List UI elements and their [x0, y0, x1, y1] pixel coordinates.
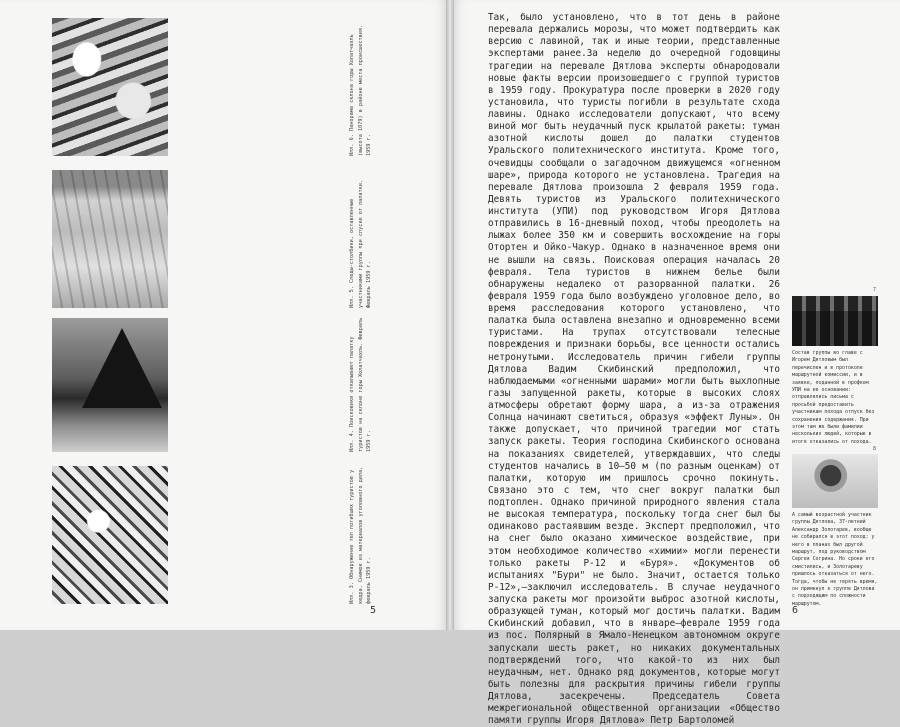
figure-number: 8	[873, 446, 877, 452]
article-body-text: Так, было установлено, что в тот день в районе перевала держались морозы, что может подтвердить как версию с лавиной, так и иные теории, представленные экспертами ранее.За неделю до очередной годовщины трагедии на перевале Дятлова эксперты обнародовали новые факты версии произошедшего с группой туристов в 1959 году. Прокуратура после проверки в 2020 году установила, что туристы погибли в результате схода лавины. Однако исследователи допускают, что всему виной мог быть неудачный пуск крылатой ракеты: туман азотной кислоты дошел до палатки студентов Уральского политехнического института. Кроме того, очевидцы сообщали о загадочном движущемся «огненном шаре», природа которого не установлена. Трагедия на перевале Дятлова произошла 2 февраля 1959 года. Девять туристов из Уральского политехнического института (УПИ) под руководством Игоря Дятлова отправились в 16-дневный поход, чтобы преодолеть на лыжах более 350 км и совершить восхождение на горы Отортен и Ойко-Чакур. Однако в назначенное время они не вышли на связь. Поисковая операция началась 20 февраля. Тела туристов в нижнем белье были обнаружены недалеко от разорванной палатки. 26 февраля 1959 года было возбуждено уголовное дело, во время расследования которого установлено, что палатка была оставлена внезапно и одновременно всеми туристами. На трупах отсутствовали телесные повреждения и признаки борьбы, все ценности остались нетронутыми. Исследователь причин гибели группы Дятлова Вадим Скибинский предположил, что наблюдаемыми «огненными шарами» могли быть выхлопные газы запущенной ракеты, которые в высоких слоях атмосферы обретают форму шара, а из-за отражения Солнца начинают светиться, образуя «эффект Луны». Он также допускает, что причиной трагедии мог стать запуск ракеты. Теория господина Скибинского основана на показаниях свидетелей, утверждавших, что следы студентов начались в 10–50 м (по разным оценкам) от палатки, которую им пришлось срочно покинуть. Связано это с тем, что снег вокруг палатки был подтоплен. Однако причиной природного явления стала не высокая температура, поскольку тогда снег был бы одинаково растаявшим везде. Эксперт предположил, что на снег было оказано химическое воздействие, при этом необходимое количество «химии» могли перенести только ракеты Р-12 и «Буря». «Документов об испытаниях "Бури" не было. Значит, остается только Р-12»,—заключил исследователь. В случае неудачного запуска ракеты мог произойти выброс азотной кислоты, образующей туман, который мог достичь палатки. Вадим Скибинский добавил, что в январе–феврале 1959 года из пос. Полярный в Ямало-Ненецком автономном округе запускали шесть ракет, но никаких документальных подтверждений того, что какой-то из них был неудачным, нет. Однако ряд документов, которые могут быть полезны для раскрытия причины гибели группы Дятлова, засекречены. Председатель Совета межрегиональной общественной организации «Общество памяти группы Игоря Дятлова» Петр Бартоломей	[488, 12, 780, 727]
side-note-caption: Состав группы во главе с Игорем Дятловым был перечислен и в протоколе маршрутной комиссии, и в заявке, поданной в профком УПИ на ее основании: отправлялись письма с просьбой предоставить участникам похода отпуск без сохранения содержания. При этом там же были фамилии нескольких людей, которые в итоге отказались от похода.	[792, 350, 875, 445]
photo-tent-excavation	[52, 318, 168, 452]
photo-footprints-snow	[52, 170, 168, 308]
page-number-left: 5	[370, 605, 377, 616]
photo-caption: Илл. 6. Панорама склона горы Холатчахль (высота 1079) в районе места происшествия. 1959 г.	[349, 24, 373, 156]
photo-mountain-slope	[52, 18, 168, 156]
photo-group-members	[792, 296, 878, 346]
side-note-caption: А самый возрастной участник группы Дятлова, 37-летний Александр Золотарев, вообще не собирался в этот поход: у него в планах был другой маршрут, под руководством Сергея Согрина. Но сроки его смистились, и Золотареву пришлось отказаться от него. Тогда, чтобы не терять время, он примкнул к группе Дятлова с подходящим по сложности маршрутом.	[792, 512, 878, 607]
page-number-right: 6	[792, 605, 799, 616]
photo-caption: Илл. 3. Обнаружение тел погибших туристов у кедра. Снимок из материалов уголовного дела, февраль 1959 г.	[349, 466, 373, 604]
photo-caption: Илл. 5. Следы-столбики, оставленные участниками группы при спуске от палатки. Февраль 1959 г.	[349, 179, 373, 308]
book-spine	[446, 0, 454, 630]
figure-number: 7	[873, 287, 877, 293]
photo-portrait	[792, 454, 878, 508]
photo-cedar-tree	[52, 466, 168, 604]
photo-caption: Илл. 4. Поисковики откапывают палатку туристов на склоне горы Холатчахль. Февраль 1959 г.	[349, 317, 373, 452]
